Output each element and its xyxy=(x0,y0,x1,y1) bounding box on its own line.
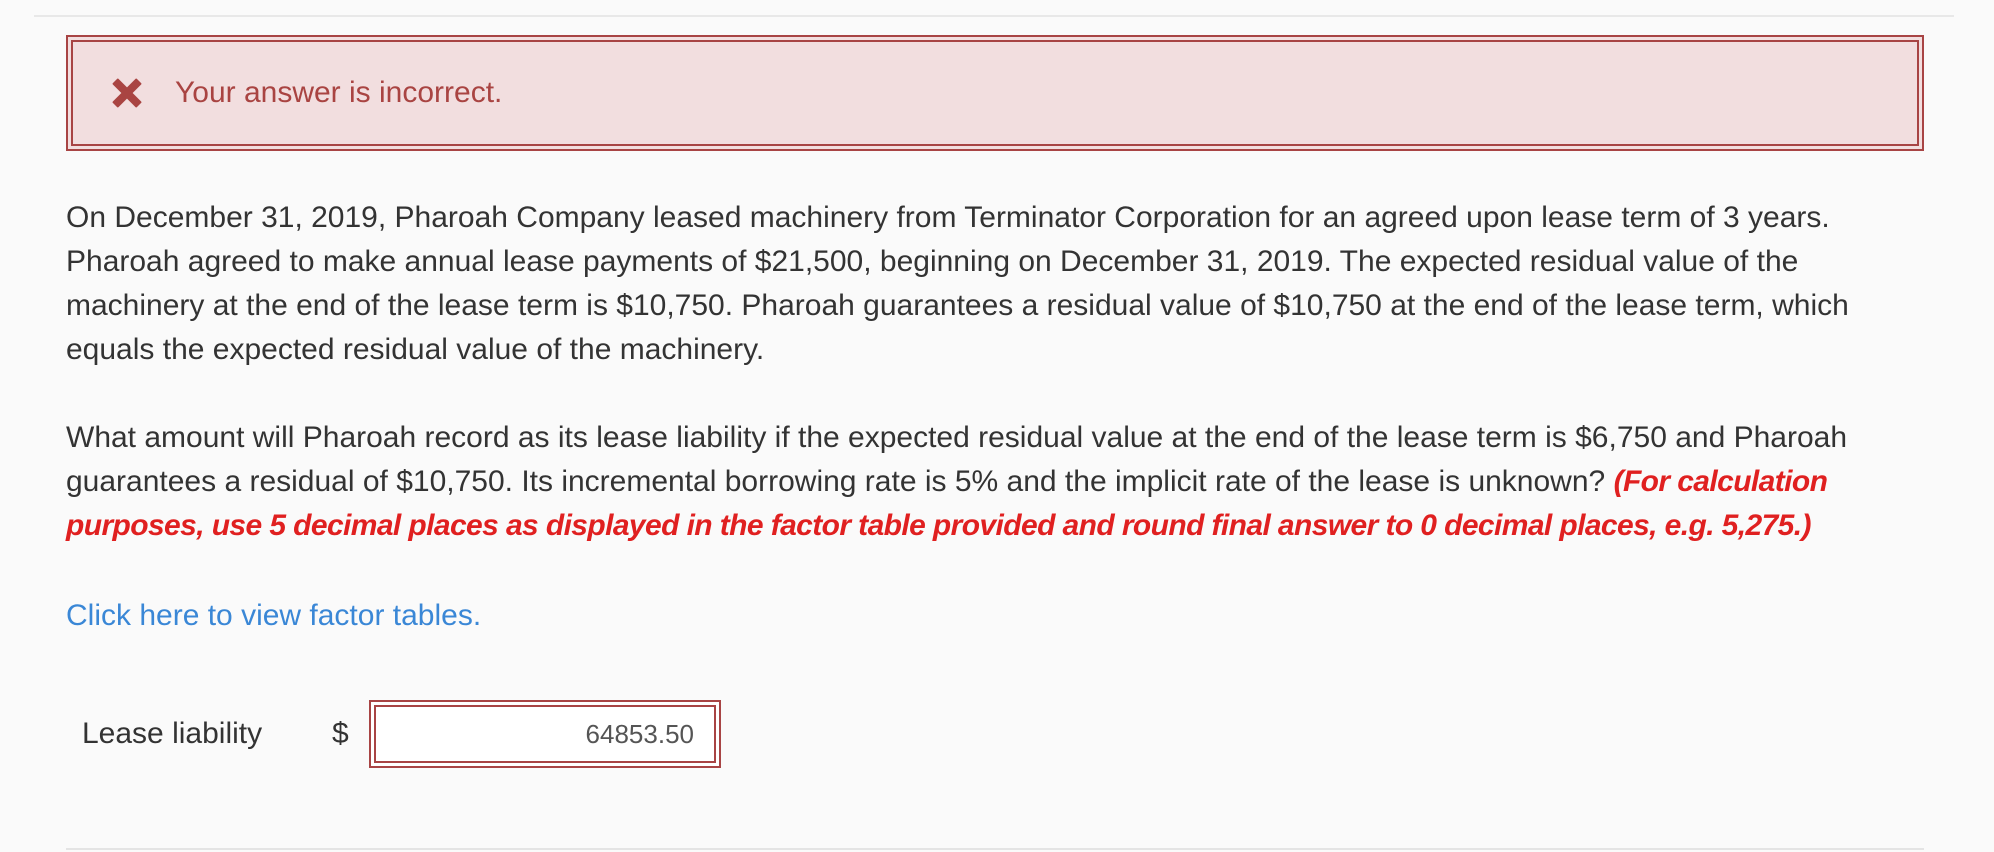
question-paragraph-1: On December 31, 2019, Pharoah Company leased machinery from Terminator Corporation for an agreed upon lease term of 3 years. Pharoah agreed to make annual lease payments of $21,500, beginning on December 31, 2019. The expected residual value of the machinery at the end of the lease term is $10,750. Pharoah guarantees a residual value of $10,750 at the end of the lease term, which equals the expected residual value of the machinery. xyxy=(66,201,1849,366)
incorrect-feedback-banner xyxy=(66,35,1924,151)
calculation-instruction: (For calculation purposes, use 5 decimal places as displayed in the factor table provided and round final answer to 0 decimal places, e.g. 5,275.) xyxy=(66,465,1828,542)
feedback-message: Your answer is incorrect. xyxy=(175,76,503,109)
feedback-inner xyxy=(71,40,1919,146)
answer-row xyxy=(82,702,721,766)
currency-symbol: $ xyxy=(332,717,349,750)
question-prompt: What amount will Pharoah record as its lease liability if the expected residual value at the end of the lease term is $6,750 and Pharoah guarantees a residual of $10,750. Its incremental borrowing rate is 5% and the implicit rate of the lease is unknown? xyxy=(66,421,1848,498)
question-text xyxy=(66,196,1936,592)
factor-tables-link[interactable]: Click here to view factor tables. xyxy=(66,599,482,632)
question-paragraph-2 xyxy=(66,416,1936,548)
lease-liability-label: Lease liability xyxy=(82,717,263,750)
bottom-divider xyxy=(66,848,1924,850)
lease-liability-input-frame xyxy=(369,700,721,768)
top-divider xyxy=(34,15,1954,17)
lease-liability-input[interactable] xyxy=(374,705,716,763)
close-icon xyxy=(109,75,145,111)
